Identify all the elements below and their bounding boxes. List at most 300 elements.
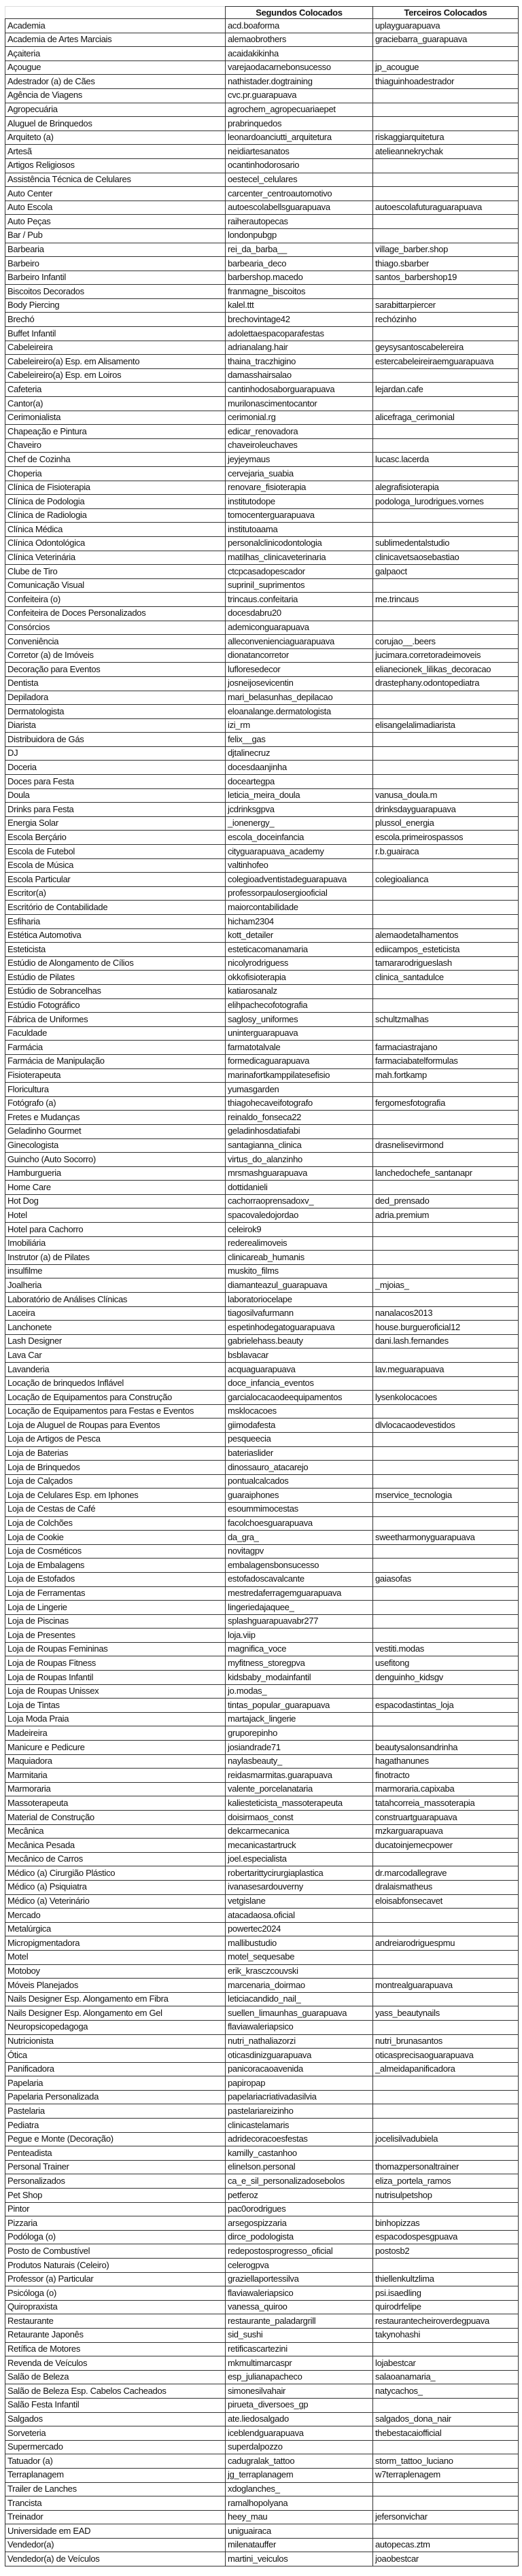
third-place-cell: alicefraga_cerimonial	[373, 411, 519, 425]
table-row	[5, 2272, 519, 2286]
category-cell: Escola Particular	[5, 873, 226, 887]
category-cell: Loja de Cookie	[5, 1531, 226, 1545]
category-cell: Nutricionista	[5, 2034, 226, 2049]
second-place-cell: institutoaama	[226, 523, 373, 537]
category-cell: Loja de Artigos de Pesca	[5, 1432, 226, 1446]
table-row	[5, 173, 519, 187]
category-cell: Estúdio Fotográfico	[5, 998, 226, 1013]
category-cell: Drinks para Festa	[5, 803, 226, 817]
second-place-cell: valtinhofeo	[226, 858, 373, 873]
table-row	[5, 676, 519, 691]
second-place-cell: superdalpozzo	[226, 2440, 373, 2454]
table-row	[5, 761, 519, 775]
second-place-cell: hicham2304	[226, 915, 373, 929]
second-place-cell: jo.modas_	[226, 1684, 373, 1699]
third-place-cell: thomazpersonaltrainer	[373, 2160, 519, 2174]
table-row	[5, 1181, 519, 1195]
category-cell: Agropecuária	[5, 103, 226, 117]
second-place-cell: damasshairsalao	[226, 368, 373, 383]
third-place-cell: usefitong	[373, 1656, 519, 1671]
third-place-cell	[373, 1348, 519, 1363]
category-cell: Revenda de Veículos	[5, 2356, 226, 2371]
second-place-cell: papelariacriativadasilvia	[226, 2090, 373, 2104]
third-place-cell	[373, 187, 519, 201]
third-place-cell	[373, 1614, 519, 1629]
category-cell: Dermatologista	[5, 705, 226, 719]
second-place-cell: oticasdinizguarapuava	[226, 2049, 373, 2063]
second-place-cell: msklocacoes	[226, 1404, 373, 1418]
third-place-cell	[373, 1376, 519, 1391]
third-place-cell	[373, 1446, 519, 1461]
third-place-cell	[373, 2076, 519, 2091]
category-cell: Lanchonete	[5, 1321, 226, 1335]
second-place-cell: leticia_meira_doula	[226, 788, 373, 803]
category-cell: Bar / Pub	[5, 228, 226, 243]
second-place-cell: iceblendguarapuava	[226, 2426, 373, 2441]
table-row	[5, 2062, 519, 2076]
category-cell: Clínica de Podologia	[5, 495, 226, 509]
table-row	[5, 2370, 519, 2384]
category-cell: Home Care	[5, 1181, 226, 1195]
category-cell: Agência de Viagens	[5, 88, 226, 103]
category-cell: Personalizados	[5, 2174, 226, 2189]
third-place-cell	[373, 285, 519, 299]
table-row	[5, 2189, 519, 2203]
table-row	[5, 201, 519, 215]
table-row	[5, 873, 519, 887]
second-place-cell: brechovintage42	[226, 313, 373, 327]
category-cell: Artigos Religiosos	[5, 158, 226, 173]
second-place-cell: dekcarmecanica	[226, 1824, 373, 1839]
table-row	[5, 481, 519, 495]
second-place-cell: heey_mau	[226, 2510, 373, 2524]
table-row	[5, 635, 519, 649]
category-cell: Comunicação Visual	[5, 578, 226, 593]
table-row	[5, 298, 519, 313]
second-place-cell: myfitness_storegpva	[226, 1656, 373, 1671]
table-row	[5, 1278, 519, 1293]
category-cell: Floricultura	[5, 1083, 226, 1097]
category-cell: Cerimonialista	[5, 411, 226, 425]
table-row	[5, 1194, 519, 1208]
table-row	[5, 998, 519, 1013]
second-place-cell: elihpachecofotografia	[226, 998, 373, 1013]
category-cell: Confeiteira de Doces Personalizados	[5, 606, 226, 621]
category-cell: Pintor	[5, 2202, 226, 2216]
third-place-cell: nutrisulpetshop	[373, 2189, 519, 2203]
category-cell: Clínica Veterinária	[5, 551, 226, 565]
category-cell: Açaiteria	[5, 47, 226, 61]
table-row	[5, 1418, 519, 1433]
table-row	[5, 971, 519, 985]
category-cell: Auto Center	[5, 187, 226, 201]
table-row	[5, 1642, 519, 1656]
third-place-cell	[373, 1293, 519, 1307]
third-place-cell: gaiasofas	[373, 1572, 519, 1586]
second-place-cell: simonesilvahair	[226, 2384, 373, 2399]
category-cell: Escritor(a)	[5, 886, 226, 901]
table-row	[5, 1054, 519, 1068]
third-place-cell: _almeidapanificadora	[373, 2062, 519, 2076]
category-cell: Loja de Cestas de Café	[5, 1502, 226, 1516]
third-place-cell	[373, 1124, 519, 1138]
category-cell: Açougue	[5, 60, 226, 75]
second-place-cell: muskito_films	[226, 1264, 373, 1278]
second-place-cell: farmatotalvale	[226, 1041, 373, 1055]
second-place-cell: mestredaferragemguarapuava	[226, 1586, 373, 1601]
category-cell: Maquiadora	[5, 1754, 226, 1769]
table-row	[5, 1782, 519, 1796]
category-cell: Hotel para Cachorro	[5, 1223, 226, 1237]
third-place-cell: dralaismatheus	[373, 1880, 519, 1894]
category-cell: Loja de Aluguel de Roupas para Eventos	[5, 1418, 226, 1433]
third-place-cell: restaurantecheiroverdegpuava	[373, 2314, 519, 2329]
category-cell: Corretor (a) de Imóveis	[5, 648, 226, 663]
table-row	[5, 2496, 519, 2511]
table-row	[5, 1432, 519, 1446]
table-row	[5, 19, 519, 33]
second-place-cell: thiagohecaveifotografo	[226, 1096, 373, 1111]
table-row	[5, 523, 519, 537]
second-place-cell: petferoz	[226, 2189, 373, 2203]
table-row	[5, 1922, 519, 1936]
third-place-cell	[373, 621, 519, 635]
table-row	[5, 130, 519, 145]
third-place-cell	[373, 1992, 519, 2006]
third-place-cell: takynohashi	[373, 2328, 519, 2342]
third-place-cell	[373, 901, 519, 915]
category-cell: Dentista	[5, 676, 226, 691]
third-place-cell: farmaciabatelformulas	[373, 1054, 519, 1068]
third-place-cell: galpaoct	[373, 565, 519, 579]
second-place-cell: guaraiphones	[226, 1489, 373, 1503]
category-cell: Micropigmentadora	[5, 1936, 226, 1951]
category-cell: Madeireira	[5, 1726, 226, 1741]
category-cell: Cabeleireiro(a) Esp. em Loiros	[5, 368, 226, 383]
third-place-cell	[373, 746, 519, 761]
table-row	[5, 565, 519, 579]
second-place-cell: marcenaria_doirmao	[226, 1979, 373, 1993]
category-cell: Choperia	[5, 467, 226, 481]
table-row	[5, 858, 519, 873]
table-row	[5, 718, 519, 733]
table-row	[5, 1531, 519, 1545]
third-place-cell	[373, 1950, 519, 1964]
third-place-cell: natycachos_	[373, 2384, 519, 2399]
second-place-cell: robertarittycirurgiaplastica	[226, 1866, 373, 1881]
table-row	[5, 1544, 519, 1559]
second-place-cell: pontualcalcados	[226, 1474, 373, 1489]
third-place-cell: autoescolafuturaguarapuava	[373, 201, 519, 215]
table-body	[5, 19, 519, 2566]
table-row	[5, 551, 519, 565]
category-cell: Decoração para Eventos	[5, 663, 226, 677]
table-row	[5, 2398, 519, 2412]
second-place-cell: mari_belasunhas_depilacao	[226, 691, 373, 705]
second-place-cell: trincaus.confeitaria	[226, 593, 373, 607]
third-place-cell	[373, 2496, 519, 2511]
third-place-cell	[373, 1223, 519, 1237]
category-cell: Panificadora	[5, 2062, 226, 2076]
table-row	[5, 928, 519, 943]
third-place-cell: _mjoias_	[373, 1278, 519, 1293]
second-place-cell: rei_da_barba__	[226, 243, 373, 257]
third-place-cell: drinksdayguarapuava	[373, 803, 519, 817]
third-place-cell	[373, 1083, 519, 1097]
second-place-cell: nathistader.dogtraining	[226, 75, 373, 89]
third-place-cell: santos_barbershop19	[373, 271, 519, 285]
third-place-cell: thebestacaiofficial	[373, 2426, 519, 2441]
third-place-cell: tatahcorreia_massoterapia	[373, 1796, 519, 1811]
third-place-cell	[373, 88, 519, 103]
category-cell: Cabeleireiro(a) Esp. em Alisamento	[5, 355, 226, 369]
category-cell: Sorveteria	[5, 2426, 226, 2441]
category-cell: Estúdio de Sobrancelhas	[5, 984, 226, 998]
category-cell: Metalúrgica	[5, 1922, 226, 1936]
category-cell: Lavanderia	[5, 1363, 226, 1377]
table-row	[5, 271, 519, 285]
third-place-cell: vestiti.modas	[373, 1642, 519, 1656]
table-row	[5, 1026, 519, 1041]
second-place-cell: barbershop.macedo	[226, 271, 373, 285]
second-place-cell: motel_sequesabe	[226, 1950, 373, 1964]
table-row	[5, 1264, 519, 1278]
third-place-cell: thiaguinhoadestrador	[373, 75, 519, 89]
table-row	[5, 816, 519, 831]
table-row	[5, 2216, 519, 2231]
category-cell: Imobiliária	[5, 1236, 226, 1251]
second-place-cell: londonpubgp	[226, 228, 373, 243]
category-cell: Fisioterapeuta	[5, 1068, 226, 1083]
table-row	[5, 705, 519, 719]
table-row	[5, 943, 519, 957]
category-cell: Posto de Combustível	[5, 2244, 226, 2259]
table-row	[5, 1348, 519, 1363]
third-place-cell	[373, 1026, 519, 1041]
third-place-cell: psi.isaedling	[373, 2286, 519, 2301]
third-place-cell: jucimara.corretoradeimoveis	[373, 648, 519, 663]
table-row	[5, 117, 519, 131]
third-place-cell	[373, 1432, 519, 1446]
category-cell: Locação de Equipamentos para Construção	[5, 1391, 226, 1405]
second-place-cell: edicar_renovadora	[226, 425, 373, 439]
category-cell: Joalheria	[5, 1278, 226, 1293]
category-cell: Distribuidora de Gás	[5, 733, 226, 747]
category-cell: Retífica de Motores	[5, 2342, 226, 2356]
category-cell: Mecânica	[5, 1824, 226, 1839]
second-place-cell: carcenter_centroautomotivo	[226, 187, 373, 201]
category-cell: Pet Shop	[5, 2189, 226, 2203]
third-place-cell: salaoanamaria_	[373, 2370, 519, 2384]
second-place-cell: esp_julianapacheco	[226, 2370, 373, 2384]
category-cell: Quiropraxista	[5, 2300, 226, 2314]
third-place-cell	[373, 915, 519, 929]
category-cell: Diarista	[5, 718, 226, 733]
table-row	[5, 1852, 519, 1866]
third-place-cell: denguinho_kidsgv	[373, 1671, 519, 1685]
second-place-cell: marinafortkamppilatesefisio	[226, 1068, 373, 1083]
second-place-cell: ademiconguarapuava	[226, 621, 373, 635]
table-row	[5, 2384, 519, 2399]
table-row	[5, 75, 519, 89]
table-row	[5, 1111, 519, 1125]
third-place-cell: ducatoinjemecpower	[373, 1839, 519, 1853]
table-row	[5, 2482, 519, 2496]
third-place-cell: yass_beautynails	[373, 2006, 519, 2021]
second-place-cell: raiherautopecas	[226, 215, 373, 229]
third-place-cell	[373, 2482, 519, 2496]
third-place-cell: elisangelalimadiarista	[373, 718, 519, 733]
category-cell: Massoterapeuta	[5, 1796, 226, 1811]
category-cell: Doces para Festa	[5, 775, 226, 789]
second-place-cell: arsegospizzaria	[226, 2216, 373, 2231]
third-place-cell: nutri_brunasantos	[373, 2034, 519, 2049]
third-place-cell	[373, 2090, 519, 2104]
second-place-cell: doisirmaos_const	[226, 1811, 373, 1825]
category-cell: Clínica Odontológica	[5, 536, 226, 551]
second-place-cell: jeyjeymaus	[226, 453, 373, 467]
category-cell: Locação de Equipamentos para Festas e Eventos	[5, 1404, 226, 1418]
category-cell: Personal Trainer	[5, 2160, 226, 2174]
category-cell: Loja de Roupas Femininas	[5, 1642, 226, 1656]
category-cell: Fotógrafo (a)	[5, 1096, 226, 1111]
third-place-cell: uplayguarapuava	[373, 19, 519, 33]
second-place-cell: tomocenterguarapuava	[226, 508, 373, 523]
category-cell: Barbeiro Infantil	[5, 271, 226, 285]
table-row	[5, 1964, 519, 1979]
category-cell: Farmácia de Manipulação	[5, 1054, 226, 1068]
table-row	[5, 1516, 519, 1531]
third-place-cell	[373, 606, 519, 621]
category-cell: Academia	[5, 19, 226, 33]
third-place-cell	[373, 691, 519, 705]
third-place-cell: elianecionek_lilikas_decoracao	[373, 663, 519, 677]
third-place-cell: drasnelisevirmond	[373, 1138, 519, 1153]
table-row	[5, 536, 519, 551]
second-place-cell: murilonascimentocantor	[226, 397, 373, 411]
header-segundos-colocados: Segundos Colocados	[226, 7, 373, 19]
third-place-cell: nanalacos2013	[373, 1306, 519, 1321]
second-place-cell: martajack_lingerie	[226, 1712, 373, 1726]
category-cell: Cafeteria	[5, 383, 226, 397]
table-row	[5, 243, 519, 257]
second-place-cell: maiorcontabilidade	[226, 901, 373, 915]
third-place-cell	[373, 2398, 519, 2412]
second-place-cell: oestecel_celulares	[226, 173, 373, 187]
third-place-cell	[373, 1181, 519, 1195]
category-cell: Trancista	[5, 2496, 226, 2511]
third-place-cell: dani.lash.fernandes	[373, 1334, 519, 1348]
category-cell: Loja de Roupas Infantil	[5, 1671, 226, 1685]
table-row	[5, 368, 519, 383]
category-cell: Vendedor(a)	[5, 2538, 226, 2552]
category-cell: Hamburgueria	[5, 1166, 226, 1181]
third-place-cell	[373, 1264, 519, 1278]
third-place-cell: house.burgueroficial12	[373, 1321, 519, 1335]
category-cell: Retaurante Japonês	[5, 2328, 226, 2342]
table-row	[5, 648, 519, 663]
third-place-cell	[373, 2259, 519, 2273]
third-place-cell	[373, 1684, 519, 1699]
category-cell: Podóloga (o)	[5, 2230, 226, 2244]
table-row	[5, 2440, 519, 2454]
table-row	[5, 2104, 519, 2119]
third-place-cell: jocelisilvadubiela	[373, 2132, 519, 2146]
second-place-cell: celerogpva	[226, 2259, 373, 2273]
category-cell: Auto Escola	[5, 201, 226, 215]
third-place-cell	[373, 173, 519, 187]
third-place-cell: finotracto	[373, 1769, 519, 1783]
category-cell: Locação de brinquedos Inflável	[5, 1376, 226, 1391]
second-place-cell: dirce_podologista	[226, 2230, 373, 2244]
third-place-cell: jefersonvichar	[373, 2510, 519, 2524]
second-place-cell: kamilly_castanhoo	[226, 2146, 373, 2161]
third-place-cell: clinica_santadulce	[373, 971, 519, 985]
category-cell: Geladinho Gourmet	[5, 1124, 226, 1138]
second-place-cell: nicolyrodriguess	[226, 956, 373, 971]
third-place-cell	[373, 467, 519, 481]
category-cell: Buffet Infantil	[5, 327, 226, 341]
table-row	[5, 145, 519, 159]
third-place-cell	[373, 886, 519, 901]
second-place-cell: acaidakikinha	[226, 47, 373, 61]
third-place-cell	[373, 1461, 519, 1475]
second-place-cell: reidasmarmitas.guarapuava	[226, 1769, 373, 1783]
third-place-cell	[373, 397, 519, 411]
category-cell: Academia de Artes Marciais	[5, 33, 226, 47]
category-cell: Esfiharia	[5, 915, 226, 929]
table-row	[5, 1153, 519, 1167]
second-place-cell: vetgislane	[226, 1894, 373, 1909]
second-place-cell: ate.liedosalgado	[226, 2412, 373, 2426]
table-row	[5, 1769, 519, 1783]
table-row	[5, 1334, 519, 1348]
table-row	[5, 1866, 519, 1881]
category-cell: Escola de Futebol	[5, 845, 226, 859]
second-place-cell: geladinhosdatiafabi	[226, 1124, 373, 1138]
second-place-cell: docesdaanjinha	[226, 761, 373, 775]
table-row	[5, 327, 519, 341]
second-place-cell: gabrielehass.beauty	[226, 1334, 373, 1348]
category-cell: Loja Moda Praia	[5, 1712, 226, 1726]
third-place-cell: rechózinho	[373, 313, 519, 327]
second-place-cell: redepostosprogresso_oficial	[226, 2244, 373, 2259]
third-place-cell	[373, 1586, 519, 1601]
third-place-cell: jp_acougue	[373, 60, 519, 75]
category-cell: Laboratório de Análises Clínicas	[5, 1293, 226, 1307]
category-cell: Mecânica Pesada	[5, 1839, 226, 1853]
third-place-cell: geysysantoscabelereira	[373, 341, 519, 355]
category-cell: Doula	[5, 788, 226, 803]
second-place-cell: saglosy_uniformes	[226, 1013, 373, 1027]
table-row	[5, 47, 519, 61]
third-place-cell: colegioalianca	[373, 873, 519, 887]
table-row	[5, 1391, 519, 1405]
table-row	[5, 1796, 519, 1811]
third-place-cell	[373, 47, 519, 61]
category-cell: Manicure e Pedicure	[5, 1741, 226, 1755]
third-place-cell	[373, 1712, 519, 1726]
third-place-cell: sweetharmonyguarapuava	[373, 1531, 519, 1545]
header-row	[5, 7, 519, 19]
second-place-cell: alleconvenienciaguarapuava	[226, 635, 373, 649]
table-row	[5, 956, 519, 971]
table-row	[5, 2342, 519, 2356]
category-cell: Artesã	[5, 145, 226, 159]
third-place-cell	[373, 2342, 519, 2356]
second-place-cell: cvc.pr.guarapuava	[226, 88, 373, 103]
third-place-cell	[373, 158, 519, 173]
